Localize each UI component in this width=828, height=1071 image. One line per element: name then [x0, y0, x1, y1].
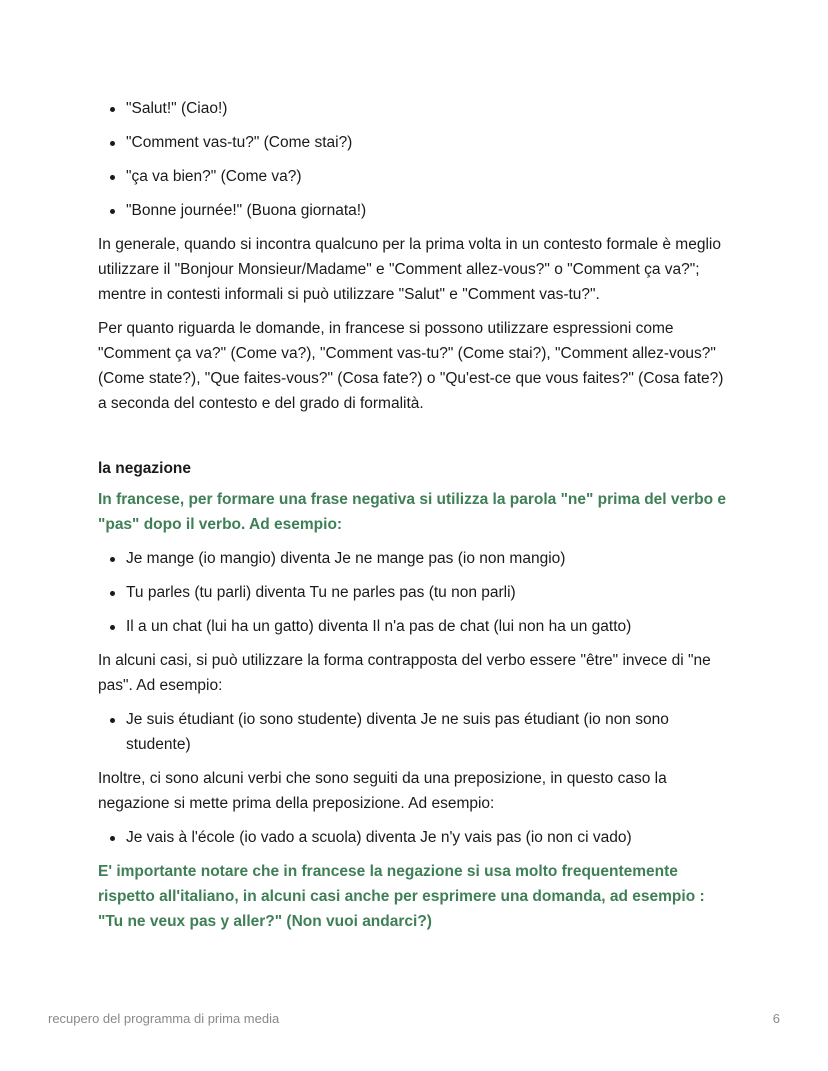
list-item: "Bonne journée!" (Buona giornata!) — [98, 198, 728, 223]
list-item: Je vais à l'école (io vado a scuola) diventa Je n'y vais pas (io non ci vado) — [98, 825, 728, 850]
negation-intro: In francese, per formare una frase negativa si utilizza la parola "ne" prima del verbo e "pas" dopo il verbo. Ad esempio: — [98, 491, 727, 533]
etre-examples — [98, 707, 728, 757]
paragraph-general: In generale, quando si incontra qualcuno per la prima volta in un contesto formale è meglio utilizzare il "Bonjour Monsieur/Madame" e "Comment allez-vous?" o "Comment ça va?"; mentre in contesti informali si può utilizzare "Salut" e "Comment vas-tu?". — [98, 236, 721, 303]
negation-examples — [98, 546, 728, 639]
list-item: Il a un chat (lui ha un gatto) diventa Il n'a pas de chat (lui non ha un gatto) — [98, 614, 728, 639]
list-item: "ça va bien?" (Come va?) — [98, 164, 728, 189]
page-number: 6 — [772, 1011, 780, 1026]
preposition-intro: Inoltre, ci sono alcuni verbi che sono seguiti da una preposizione, in questo caso la negazione si mette prima della preposizione. Ad esempio: — [98, 770, 667, 812]
etre-intro: In alcuni casi, si può utilizzare la forma contrapposta del verbo essere "être" invece di "ne pas". Ad esempio: — [98, 652, 711, 694]
list-item: Je suis étudiant (io sono studente) diventa Je ne suis pas étudiant (io non sono studente) — [98, 707, 728, 757]
paragraph-questions: Per quanto riguarda le domande, in francese si possono utilizzare espressioni come "Comment ça va?" (Come va?), "Comment vas-tu?" (Come stai?), "Comment allez-vous?" (Come state?), "Que faites-vous?" (Cosa fate?) o "Qu'est-ce que vous faites?" (Cosa fate?) a seconda del contesto e del grado di formalità. — [98, 320, 724, 412]
document-body — [98, 96, 728, 943]
list-item: Je mange (io mangio) diventa Je ne mange pas (io non mangio) — [98, 546, 728, 571]
preposition-examples — [98, 825, 728, 850]
list-item: "Salut!" (Ciao!) — [98, 96, 728, 121]
greetings-list — [98, 96, 728, 223]
list-item: "Comment vas-tu?" (Come stai?) — [98, 130, 728, 155]
list-item: Tu parles (tu parli) diventa Tu ne parles pas (tu non parli) — [98, 580, 728, 605]
footer-title: recupero del programma di prima media — [48, 1011, 280, 1026]
section-heading: la negazione — [98, 460, 192, 477]
negation-note: E' importante notare che in francese la negazione si usa molto frequentemente rispetto all'italiano, in alcuni casi anche per esprimere una domanda, ad esempio : "Tu ne veux pas y aller?" (Non vuoi andarci?) — [98, 863, 705, 930]
